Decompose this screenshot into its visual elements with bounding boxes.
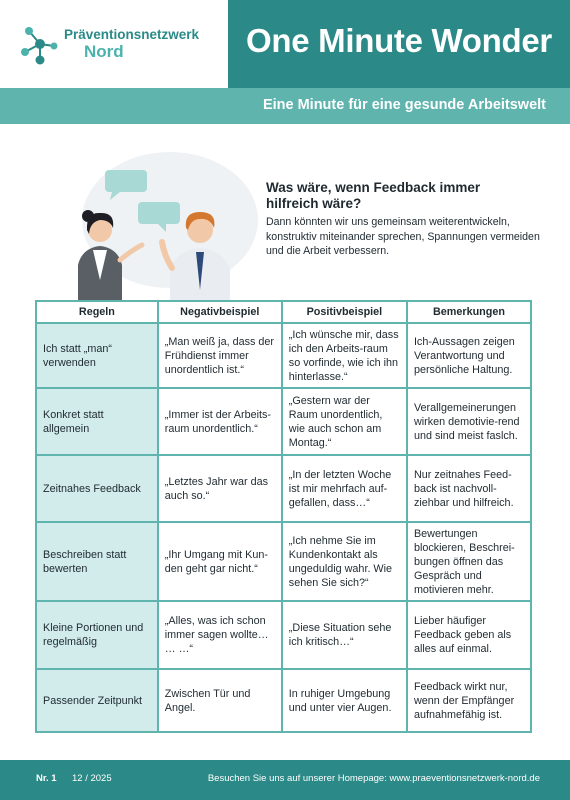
network-logo-icon bbox=[20, 22, 60, 66]
table-row bbox=[36, 522, 531, 601]
remark-cell: Verallgemeinerungen wirken demotivie-rend und sind meist faslch. bbox=[407, 388, 531, 455]
table-row bbox=[36, 323, 531, 388]
positive-cell: „Diese Situation sehe ich kritisch…“ bbox=[282, 601, 407, 669]
negative-cell: „Letztes Jahr war das auch so.“ bbox=[158, 455, 282, 522]
page-subtitle: Eine Minute für eine gesunde Arbeitswelt bbox=[262, 97, 546, 113]
header-positive: Positivbeispiel bbox=[282, 301, 407, 323]
positive-cell: „Gestern war der Raum unordentlich, wie auch schon am Montag.“ bbox=[282, 388, 407, 455]
rule-cell: Zeitnahes Feedback bbox=[36, 455, 158, 522]
remark-cell: Ich-Aussagen zeigen Verantwortung und persönliche Haltung. bbox=[407, 323, 531, 388]
table-row bbox=[36, 455, 531, 522]
intro-text: Dann könnten wir uns gemeinsam weiterentwickeln, konstruktiv miteinander sprechen, Spannungen vermeiden und die Arbeit verbessern. bbox=[266, 216, 540, 257]
subtitle-bar bbox=[0, 88, 570, 124]
intro-question: Was wäre, wenn Feedback immer hilfreich wäre? bbox=[266, 180, 481, 211]
homepage-link[interactable]: Besuchen Sie uns auf unserer Homepage: www.praeventionsnetzwerk-nord.de bbox=[207, 773, 540, 784]
positive-cell: In ruhiger Umgebung und unter vier Augen. bbox=[282, 669, 407, 732]
rule-cell: Konkret statt allgemein bbox=[36, 388, 158, 455]
positive-cell: „Ich nehme Sie im Kundenkontakt als ungeduldig wahr. Wie sehen Sie sich?“ bbox=[282, 522, 407, 601]
table-row bbox=[36, 669, 531, 732]
positive-cell: „Ich wünsche mir, dass ich den Arbeits-raum so vorfinde, wie ich ihn hinterlasse.“ bbox=[282, 323, 407, 388]
rule-cell: Beschreiben statt bewerten bbox=[36, 522, 158, 601]
issue-date: 12 / 2025 bbox=[72, 773, 112, 784]
page-title: One Minute Wonder bbox=[246, 22, 552, 59]
negative-cell: „Alles, was ich schon immer sagen wollte… … …“ bbox=[158, 601, 282, 669]
positive-cell: „In der letzten Woche ist mir mehrfach auf-gefallen, dass…“ bbox=[282, 455, 407, 522]
table-header-row bbox=[36, 301, 531, 323]
header-remarks: Bemerkungen bbox=[407, 301, 531, 323]
rule-cell: Passender Zeitpunkt bbox=[36, 669, 158, 732]
table-row bbox=[36, 388, 531, 455]
negative-cell: „Man weiß ja, dass der Frühdienst immer unordentlich ist.“ bbox=[158, 323, 282, 388]
header bbox=[0, 0, 570, 88]
logo-text-line2: Nord bbox=[84, 42, 124, 61]
remark-cell: Nur zeitnahes Feed-back ist nachvoll-ziehbar und hilfreich. bbox=[407, 455, 531, 522]
header-rules: Regeln bbox=[36, 301, 158, 323]
rule-cell: Ich statt „man“ verwenden bbox=[36, 323, 158, 388]
header-negative: Negativbeispiel bbox=[158, 301, 282, 323]
title-banner bbox=[228, 0, 570, 88]
remark-cell: Lieber häufiger Feedback geben als alles auf einmal. bbox=[407, 601, 531, 669]
negative-cell: Zwischen Tür und Angel. bbox=[158, 669, 282, 732]
logo-text-line1: Präventionsnetzwerk bbox=[64, 27, 200, 42]
remark-cell: Bewertungen blockieren, Beschrei-bungen öffnen das Gespräch und motivieren mehr. bbox=[407, 522, 531, 601]
people-illustration bbox=[60, 150, 260, 300]
negative-cell: „Immer ist der Arbeits-raum unordentlich.“ bbox=[158, 388, 282, 455]
negative-cell: „Ihr Umgang mit Kun-den geht gar nicht.“ bbox=[158, 522, 282, 601]
table-row bbox=[36, 601, 531, 669]
issue-number: Nr. 1 bbox=[36, 773, 57, 784]
footer bbox=[0, 760, 570, 800]
logo bbox=[0, 0, 228, 88]
rule-cell: Kleine Portionen und regelmäßig bbox=[36, 601, 158, 669]
feedback-rules-table bbox=[35, 300, 532, 733]
remark-cell: Feedback wirkt nur, wenn der Empfänger aufnahmefähig ist. bbox=[407, 669, 531, 732]
